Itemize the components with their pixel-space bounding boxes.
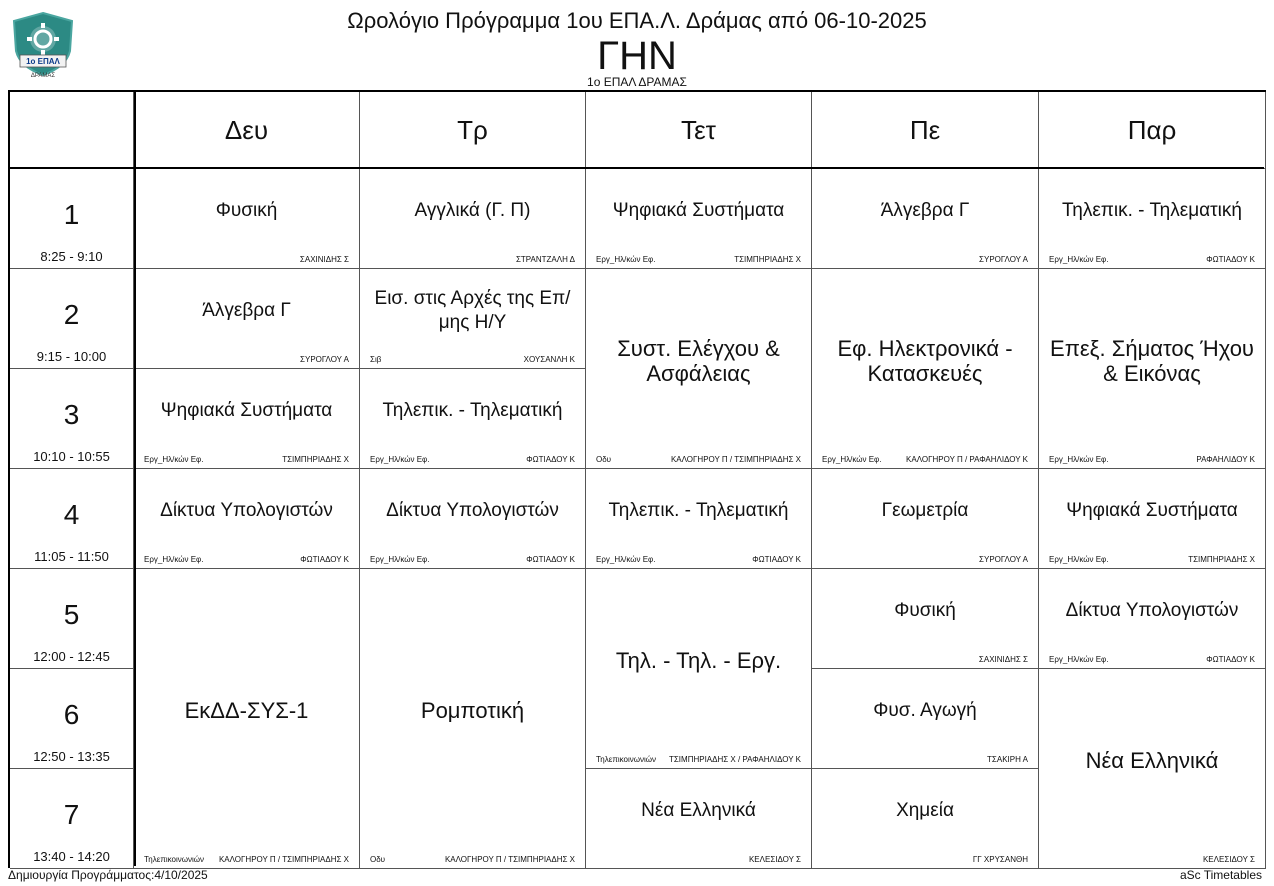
lesson-cell[interactable] (1039, 669, 1266, 869)
lesson-room: Εργ_Ηλ/κών Εφ. (1049, 455, 1109, 464)
lesson-teacher: ΓΓ ΧΡΥΣΑΝΘΗ (972, 855, 1028, 864)
lesson-room: Τηλεπικοινωνιών (596, 755, 657, 764)
period-cell (10, 469, 134, 569)
lesson-subject: Δίκτυα Υπολογιστών (160, 499, 333, 521)
lesson-subject: ΕκΔΔ-ΣΥΣ-1 (184, 698, 309, 723)
lesson-subject: Τηλεπικ. - Τηλεματική (382, 399, 563, 421)
lesson-subject: Επεξ. Σήματος Ήχου & Εικόνας (1050, 335, 1254, 386)
lesson-teacher: ΚΑΛΟΓΗΡΟΥ Π / ΤΣΙΜΠΗΡΙΑΔΗΣ Χ (218, 855, 349, 864)
period-cell (10, 769, 134, 869)
lesson-teacher: ΣΥΡΟΓΛΟΥ Α (979, 255, 1028, 264)
lesson-teacher: ΣΑΧΙΝΙΔΗΣ Σ (978, 655, 1028, 664)
lesson-teacher: ΤΣΙΜΠΗΡΙΑΔΗΣ Χ / ΡΑΦΑΗΛΙΔΟΥ Κ (668, 755, 801, 764)
timetable-grid (8, 90, 1266, 868)
lesson-cell[interactable] (134, 469, 360, 569)
lesson-cell[interactable] (586, 269, 812, 469)
period-number: 7 (63, 799, 80, 830)
lesson-room: Εργ_Ηλ/κών Εφ. (144, 455, 204, 464)
lesson-cell[interactable] (360, 369, 586, 469)
period-cell (10, 669, 134, 769)
class-name: ΓΗΝ (597, 34, 677, 78)
lesson-room: Εργ_Ηλ/κών Εφ. (596, 555, 656, 564)
logo-wordmark: 1ο ΕΠΑΛ (26, 57, 60, 66)
lesson-subject: Συστ. Ελέγχου & Ασφάλειας (617, 335, 780, 386)
lesson-subject: Τηλεπικ. - Τηλεματική (608, 499, 789, 521)
lesson-subject: Ψηφιακά Συστήματα (1066, 499, 1238, 521)
software-credit: aSc Timetables (1179, 868, 1262, 882)
lesson-cell[interactable] (360, 469, 586, 569)
lesson-teacher: ΦΩΤΙΑΔΟΥ Κ (1206, 255, 1255, 264)
period-number: 1 (63, 199, 80, 230)
lesson-teacher: ΣΥΡΟΓΛΟΥ Α (300, 355, 349, 364)
day-header: Πε (812, 92, 1039, 169)
lesson-teacher: ΚΑΛΟΓΗΡΟΥ Π / ΤΣΙΜΠΗΡΙΑΔΗΣ Χ (444, 855, 575, 864)
period-time: 11:05 - 11:50 (34, 549, 109, 564)
lesson-teacher: ΚΑΛΟΓΗΡΟΥ Π / ΡΑΦΑΗΛΙΔΟΥ Κ (906, 455, 1028, 464)
period-cell (10, 369, 134, 469)
lesson-cell[interactable] (812, 669, 1039, 769)
lesson-room: Σιβ (370, 355, 382, 364)
lesson-room: Τηλεπικοινωνιών (144, 855, 205, 864)
period-time: 10:10 - 10:55 (33, 449, 110, 464)
lesson-subject: Άλγεβρα Γ (880, 199, 970, 221)
lesson-cell[interactable] (360, 169, 586, 269)
period-cell (10, 269, 134, 369)
lesson-cell[interactable] (1039, 569, 1266, 669)
lesson-subject: Φυσ. Αγωγή (873, 699, 977, 721)
lesson-subject: Δίκτυα Υπολογιστών (1065, 599, 1239, 621)
period-cell (10, 569, 134, 669)
lesson-cell[interactable] (812, 469, 1039, 569)
lesson-subject: Νέα Ελληνικά (1085, 748, 1219, 773)
lesson-teacher: ΦΩΤΙΑΔΟΥ Κ (300, 555, 349, 564)
lesson-teacher: ΣΥΡΟΓΛΟΥ Α (979, 555, 1028, 564)
lesson-cell[interactable] (586, 469, 812, 569)
lesson-room: Εργ_Ηλ/κών Εφ. (370, 455, 430, 464)
lesson-subject: Τηλεπικ. - Τηλεματική (1062, 199, 1242, 221)
lesson-teacher: ΚΕΛΕΣΙΔΟΥ Σ (1202, 855, 1255, 864)
lesson-room: Εργ_Ηλ/κών Εφ. (1049, 655, 1109, 664)
lesson-subject: Ψηφιακά Συστήματα (160, 399, 333, 421)
lesson-cell[interactable] (812, 269, 1039, 469)
lesson-teacher: ΦΩΤΙΑΔΟΥ Κ (526, 555, 575, 564)
day-header: Τρ (360, 92, 586, 169)
lesson-teacher: ΣΤΡΑΝΤΖΑΛΗ Δ (515, 255, 575, 264)
lesson-room: Εργ_Ηλ/κών Εφ. (822, 455, 882, 464)
lesson-cell[interactable] (812, 769, 1039, 869)
page-title: Ωρολόγιο Πρόγραμμα 1ου ΕΠΑ.Λ. Δράμας από 06-10-2025 (347, 8, 927, 33)
lesson-teacher: ΦΩΤΙΑΔΟΥ Κ (526, 455, 575, 464)
header-column-divider (134, 92, 136, 866)
lesson-cell[interactable] (812, 569, 1039, 669)
period-time: 12:00 - 12:45 (33, 649, 110, 664)
lesson-teacher: ΚΕΛΕΣΙΔΟΥ Σ (748, 855, 801, 864)
lesson-subject: Χημεία (896, 799, 954, 821)
lesson-teacher: ΦΩΤΙΑΔΟΥ Κ (752, 555, 801, 564)
lesson-subject: Φυσική (215, 199, 278, 221)
period-cell (10, 169, 134, 269)
lesson-subject: Άλγεβρα Γ (202, 299, 291, 321)
lesson-teacher: ΡΑΦΑΗΛΙΔΟΥ Κ (1196, 455, 1255, 464)
lesson-room: Οδυ (370, 855, 386, 864)
lesson-teacher: ΤΣΙΜΠΗΡΙΑΔΗΣ Χ (734, 255, 801, 264)
lesson-subject: Εφ. Ηλεκτρονικά - Κατασκευές (837, 335, 1013, 386)
lesson-cell[interactable] (586, 569, 812, 769)
lesson-room: Εργ_Ηλ/κών Εφ. (1049, 555, 1109, 564)
lesson-teacher: ΦΩΤΙΑΔΟΥ Κ (1206, 655, 1255, 664)
lesson-room: Εργ_Ηλ/κών Εφ. (144, 555, 204, 564)
lesson-cell[interactable] (134, 369, 360, 469)
lesson-subject: Νέα Ελληνικά (641, 799, 756, 821)
lesson-cell[interactable] (1039, 469, 1266, 569)
period-time: 8:25 - 9:10 (40, 249, 103, 264)
lesson-cell[interactable] (1039, 269, 1266, 469)
school-name: 1ο ΕΠΑΛ ΔΡΑΜΑΣ (587, 75, 687, 89)
lesson-room: Εργ_Ηλ/κών Εφ. (596, 255, 656, 264)
lesson-cell[interactable] (586, 169, 812, 269)
day-header: Παρ (1039, 92, 1266, 169)
lesson-subject: Φυσική (894, 599, 956, 621)
lesson-cell[interactable] (360, 569, 586, 869)
lesson-room: Εργ_Ηλ/κών Εφ. (370, 555, 430, 564)
lesson-teacher: ΚΑΛΟΓΗΡΟΥ Π / ΤΣΙΜΠΗΡΙΑΔΗΣ Χ (670, 455, 801, 464)
lesson-cell[interactable] (360, 269, 586, 369)
lesson-cell[interactable] (812, 169, 1039, 269)
lesson-subject: Ψηφιακά Συστήματα (612, 199, 785, 221)
lesson-room: Οδυ (596, 455, 612, 464)
lesson-cell[interactable] (586, 769, 812, 869)
lesson-teacher: ΧΟΥΣΑΝΛΗ Κ (523, 355, 575, 364)
corner-cell (10, 92, 134, 169)
lesson-cell[interactable] (134, 569, 360, 869)
lesson-subject: Εισ. στις Αρχές της Επ/μης Η/Υ (374, 287, 571, 333)
lesson-subject: Γεωμετρία (881, 499, 969, 521)
lesson-teacher: ΤΣΑΚΙΡΗ Α (987, 755, 1028, 764)
lesson-subject: Ρομποτική (420, 698, 525, 723)
period-number: 4 (63, 499, 80, 530)
header-row-divider (10, 167, 1264, 169)
period-number: 3 (63, 399, 80, 430)
day-header: Δευ (134, 92, 360, 169)
period-number: 2 (63, 299, 80, 330)
lesson-teacher: ΤΣΙΜΠΗΡΙΑΔΗΣ Χ (1188, 555, 1255, 564)
lesson-room: Εργ_Ηλ/κών Εφ. (1049, 255, 1109, 264)
period-time: 9:15 - 10:00 (36, 349, 107, 364)
lesson-subject: Αγγλικά (Γ. Π) (414, 199, 531, 221)
lesson-subject: Δίκτυα Υπολογιστών (386, 499, 559, 521)
period-number: 5 (63, 599, 80, 630)
lesson-teacher: ΤΣΙΜΠΗΡΙΑΔΗΣ Χ (282, 455, 349, 464)
lesson-cell[interactable] (134, 169, 360, 269)
lesson-cell[interactable] (1039, 169, 1266, 269)
period-time: 13:40 - 14:20 (33, 849, 110, 864)
period-time: 12:50 - 13:35 (33, 749, 110, 764)
period-number: 6 (63, 699, 80, 730)
lesson-teacher: ΣΑΧΙΝΙΔΗΣ Σ (299, 255, 349, 264)
day-header: Τετ (586, 92, 812, 169)
created-date: Δημιουργία Προγράμματος:4/10/2025 (8, 868, 208, 882)
lesson-cell[interactable] (134, 269, 360, 369)
logo-caption: ΔΡΑΜΑΣ (30, 73, 56, 79)
lesson-subject: Τηλ. - Τηλ. - Εργ. (615, 648, 782, 673)
